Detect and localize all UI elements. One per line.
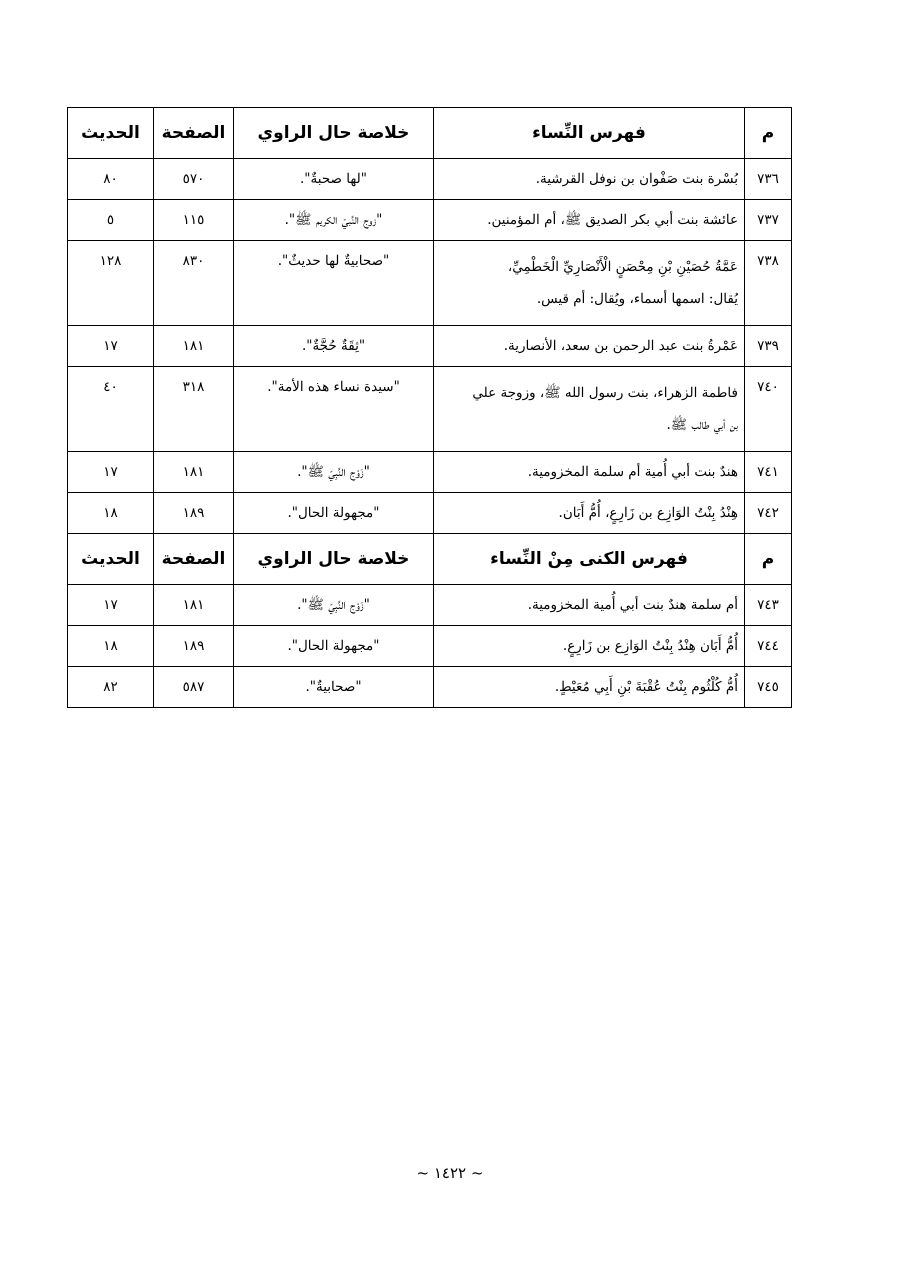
row-hadith: ١٨ [68,493,154,534]
row-name: عَمْرةُ بنت عبد الرحمن بن سعد، الأنصارية. [434,326,745,367]
header-num: م [745,108,792,159]
row-name: هِنْدُ بِنْتُ الوَازِع بن زَارِعٍ، أُمُّ أَبَان. [434,493,745,534]
women-index-table [67,107,792,708]
women-header-row [68,108,792,159]
table-row [68,367,792,452]
row-summary: "صحابيةٌ". [234,667,434,708]
header-summary: خلاصة حال الراوي [234,108,434,159]
row-name: عائشة بنت أبي بكر الصديق ﷺ، أم المؤمنين. [434,200,745,241]
table-row [68,159,792,200]
row-num: ٧٤٣ [745,585,792,626]
row-hadith: ١٧ [68,585,154,626]
row-name-cell [434,241,745,326]
table-row [68,667,792,708]
table-row [68,326,792,367]
row-num: ٧٤٠ [745,367,792,452]
row-page: ١١٥ [154,200,234,241]
row-summary: "سيدة نساء هذه الأمة". [234,367,434,452]
row-hadith: ١٧ [68,326,154,367]
row-summary: "زوج النَّبيّ الكريم ﷺ". [234,200,434,241]
row-hadith: ١٢٨ [68,241,154,326]
row-num: ٧٤٤ [745,626,792,667]
row-summary: "زَوْج النَّبِيّ ﷺ". [234,452,434,493]
table-row [68,626,792,667]
header-hadith: الحديث [68,534,154,585]
row-summary: "لها صحبةٌ". [234,159,434,200]
row-name-cell [434,367,745,452]
row-page: ٣١٨ [154,367,234,452]
row-page: ١٨١ [154,585,234,626]
table-row [68,200,792,241]
kuna-header-row [68,534,792,585]
row-num: ٧٣٩ [745,326,792,367]
row-name-line2: يُقال: اسمها أسماء، ويُقال: أم قيس. [536,291,738,307]
row-summary: "ثِقَةٌ حُجَّةٌ". [234,326,434,367]
row-summary: "صحابيةٌ لها حديثٌ". [234,241,434,326]
header-num: م [745,534,792,585]
row-summary: "مجهولة الحال". [234,626,434,667]
row-num: ٧٣٨ [745,241,792,326]
row-name: فاطمة الزهراء، بنت رسول الله ﷺ، وزوجة علي [472,385,738,401]
page-number: ~ ١٤٢٢ ~ [416,1164,484,1182]
row-hadith: ١٨ [68,626,154,667]
header-name: فهرس النِّساء [434,108,745,159]
row-num: ٧٤٥ [745,667,792,708]
header-page: الصفحة [154,534,234,585]
table-row [68,493,792,534]
table-row [68,241,792,326]
row-page: ٥٨٧ [154,667,234,708]
table-row [68,585,792,626]
row-summary: "زَوْج النَّبِيّ ﷺ". [234,585,434,626]
row-page: ١٨٩ [154,626,234,667]
row-hadith: ٤٠ [68,367,154,452]
row-name: أُمُّ كُلْثُوم بِنْتُ عُقْبَةَ بْنِ أَبِي مُعَيْطٍ. [434,667,745,708]
row-name: هندٌ بنت أبي أُمية أم سلمة المخزومية. [434,452,745,493]
row-hadith: ١٧ [68,452,154,493]
row-hadith: ٨٠ [68,159,154,200]
row-page: ٥٧٠ [154,159,234,200]
row-name-line2: بن أبي طالب ﷺ. [666,417,738,433]
header-hadith: الحديث [68,108,154,159]
row-num: ٧٤١ [745,452,792,493]
row-name: عَمَّةُ حُصَيْنِ بْنِ مِحْصَنٍ الْأَنْصَارِيِّ الْخَطْمِيِّ، [507,259,738,275]
header-summary: خلاصة حال الراوي [234,534,434,585]
row-name: أُمُّ أَبَان هِنْدُ بِنْتُ الوَازِع بن زَارِعٍ. [434,626,745,667]
table-row [68,452,792,493]
row-hadith: ٥ [68,200,154,241]
row-page: ١٨٩ [154,493,234,534]
row-page: ٨٣٠ [154,241,234,326]
row-page: ١٨١ [154,326,234,367]
row-hadith: ٨٢ [68,667,154,708]
row-num: ٧٣٦ [745,159,792,200]
row-page: ١٨١ [154,452,234,493]
row-summary: "مجهولة الحال". [234,493,434,534]
row-name: أم سلمة هندٌ بنت أبي أُمية المخزومية. [434,585,745,626]
row-num: ٧٤٢ [745,493,792,534]
row-name: بُسْرة بنت صَفْوان بن نوفل القرشية. [434,159,745,200]
header-name: فهرس الكنى مِنْ النِّساء [434,534,745,585]
header-page: الصفحة [154,108,234,159]
row-num: ٧٣٧ [745,200,792,241]
